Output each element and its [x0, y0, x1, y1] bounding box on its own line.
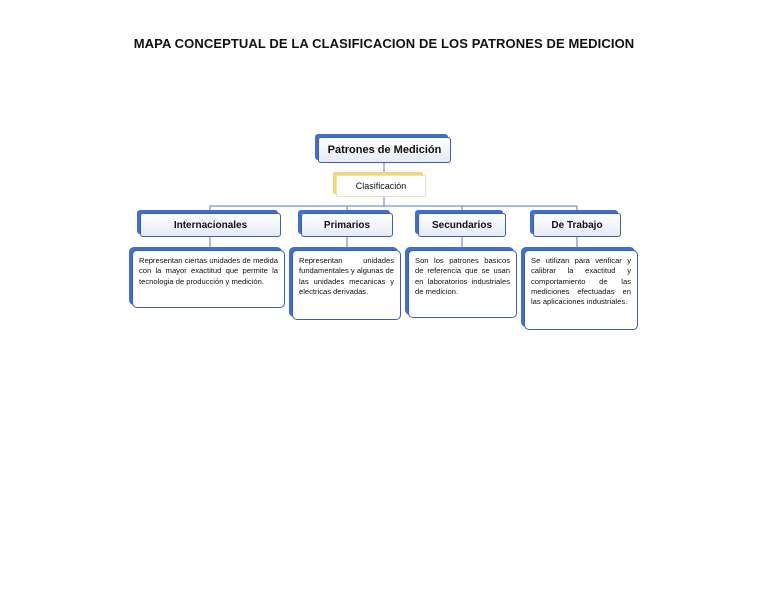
description-de-trabajo: Se utilizan para verificar y calibrar la exactitud y comportamiento de las mediciones efectuadas en las aplicaciones industriales. — [524, 250, 638, 330]
category-node-primarios: Primarios — [301, 213, 393, 237]
root-node: Patrones de Medición — [318, 137, 451, 163]
description-primarios: Representan unidades fundamentales y algunas de las unidades mecanicas y electricas derivadas. — [292, 250, 401, 320]
category-node-de-trabajo: De Trabajo — [533, 213, 621, 237]
page-title: MAPA CONCEPTUAL DE LA CLASIFICACION DE LOS PATRONES DE MEDICION — [133, 36, 635, 51]
category-node-secundarios: Secundarios — [418, 213, 506, 237]
description-internacionales: Representan ciertas unidades de medida con la mayor exactitud que permite la tecnologia de producción y medición. — [132, 250, 285, 308]
description-secundarios: Son los patrones basicos de referencia que se usan en laboratorios industriales de medicion. — [408, 250, 517, 318]
classification-connector: Clasificación — [336, 175, 426, 197]
category-node-internacionales: Internacionales — [140, 213, 281, 237]
